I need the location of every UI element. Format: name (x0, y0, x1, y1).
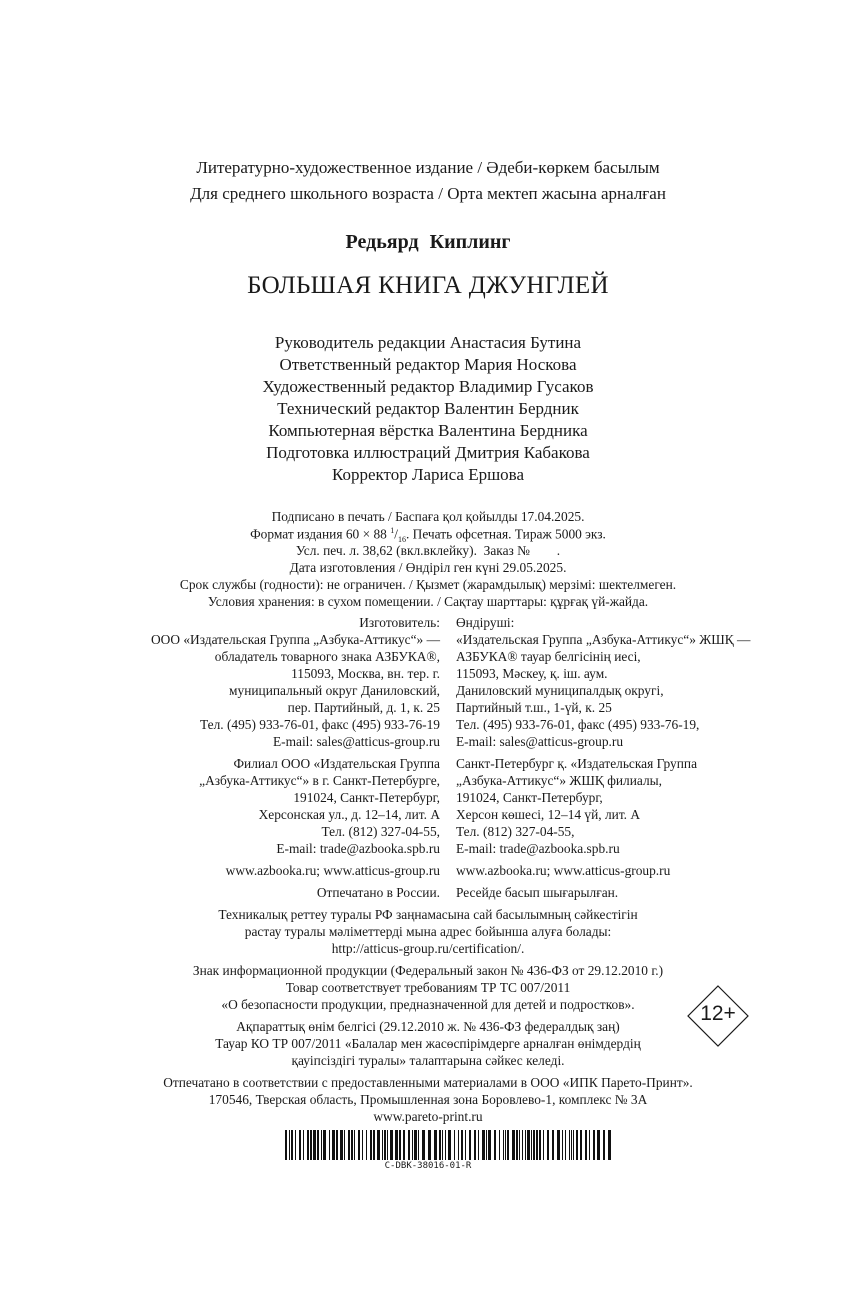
credit-line: Ответственный редактор Мария Носкова (279, 355, 577, 374)
manufacturer-ru-line: обладатель товарного знака АЗБУКА®, (214, 649, 440, 664)
age-rating-label: 12+ (700, 1002, 736, 1025)
printer-address: 170546, Тверская область, Промышленная зона Боровлево-1, комплекс № 3А (208, 1092, 648, 1107)
manufacturer-kz-email: E-mail: sales@atticus-group.ru (456, 734, 624, 749)
credit-line: Художественный редактор Владимир Гусаков (262, 377, 594, 396)
book-title: БОЛЬШАЯ КНИГА ДЖУНГЛЕЙ (247, 272, 609, 299)
branch-kz-line: Санкт-Петербург қ. «Издательская Группа (456, 756, 698, 771)
branch-ru-line: Тел. (812) 327-04-55, (321, 824, 440, 839)
certification-line: растау туралы мәлiметтердi мына адрес бойынша алуға болады: (244, 924, 612, 939)
website-ru: www.azbooka.ru; www.atticus-group.ru (225, 863, 440, 878)
manufacturer-kz-line: АЗБУКА® тауар белгiсiнiң иесi, (456, 649, 641, 664)
info-sign-line: Тауар КО ТР 007/2011 «Балалар мен жасөспiрiмдерге арналған өнiмдердiң (215, 1036, 641, 1051)
sheets-order-line: Усл. печ. л. 38,62 (вкл.вклейку). Заказ № . (295, 543, 561, 558)
barcode-code: C-DBK-38016-01-R (384, 1161, 472, 1171)
info-sign-line: қауiпсiздiгi туралы» талаптарына сәйкес келедi. (291, 1053, 565, 1068)
website-kz: www.azbooka.ru; www.atticus-group.ru (456, 863, 671, 878)
branch-kz-line: „Азбука-Аттикус“» ЖШҚ филиалы, (456, 773, 662, 788)
storage-conditions: Условия хранения: в сухом помещении. / Сақтау шарттары: құрғақ үй-жайда. (207, 594, 649, 609)
manufacturer-kz-line: 115093, Мәскеу, қ. iш. аум. (456, 666, 608, 681)
info-sign-line: «О безопасности продукции, предназначенной для детей и подростков». (221, 997, 635, 1012)
manufacturer-kz-line: Партийный т.ш., 1-үй, к. 25 (456, 700, 612, 715)
signed-to-print: Подписано в печать / Баспаға қол қойылды 17.04.2025. (271, 509, 585, 524)
credit-line: Руководитель редакции Анастасия Бутина (274, 333, 582, 352)
info-sign-line: Ақпараттық өнiм белгiсi (29.12.2010 ж. № 436-ФЗ федералдық заң) (236, 1019, 620, 1034)
manufacturer-kz-line: «Издательская Группа „Азбука-Аттикус“» ЖШҚ — (456, 632, 751, 647)
printed-in-ru: Отпечатано в России. (316, 885, 440, 900)
manufacturer-ru-line: Изготовитель: (359, 615, 440, 630)
service-life: Срок службы (годности): не ограничен. / Қызмет (жарамдылық) мерзiмi: шектелмеген. (179, 577, 677, 592)
manufacturer-kz-line: Тел. (495) 933-76-01, факс (495) 933-76-19, (456, 717, 700, 732)
credit-line: Корректор Лариса Ершова (331, 465, 525, 484)
manufacturer-kz-line: Даниловский муниципалдық округi, (456, 683, 664, 698)
printer-line: Отпечатано в соответствии с предоставленными материалами в ООО «ИПК Парето-Принт». (163, 1075, 693, 1090)
certification-line: Техникалық реттеу туралы РФ заңнамасына сай басылымның сәйкестiгiн (218, 907, 638, 922)
barcode-icon (285, 1130, 611, 1160)
branch-ru-line: „Азбука-Аттикус“» в г. Санкт-Петербурге, (199, 773, 440, 788)
certification-url: http://atticus-group.ru/certification/. (331, 941, 525, 956)
manufacturer-ru-email: E-mail: sales@atticus-group.ru (272, 734, 440, 749)
credit-line: Компьютерная вёрстка Валентина Бердника (268, 421, 588, 440)
branch-ru-line: 191024, Санкт-Петербург, (293, 790, 440, 805)
credit-line: Технический редактор Валентин Бердник (277, 399, 579, 418)
branch-ru-line: Филиал ООО «Издательская Группа (233, 756, 440, 771)
manufacturer-ru-line: пер. Партийный, д. 1, к. 25 (287, 700, 440, 715)
printed-in-kz: Ресейде басып шығарылған. (456, 885, 619, 900)
credit-line: Подготовка иллюстраций Дмитрия Кабакова (266, 443, 590, 462)
format-line: Формат издания 60 × 88 $^1/_{16}$. Печать офсетная. Тираж 5000 экз. (250, 526, 606, 545)
manufacturer-ru-line: 115093, Москва, вн. тер. г. (291, 666, 440, 681)
edition-type-line: Литературно-художественное издание / Әдеби-көркем басылым (196, 158, 660, 177)
branch-kz-line: 191024, Санкт-Петербург, (456, 790, 603, 805)
printer-website: www.pareto-print.ru (373, 1109, 483, 1124)
manufacturer-ru-line: Тел. (495) 933-76-01, факс (495) 933-76-19 (199, 717, 440, 732)
branch-kz-line: Тел. (812) 327-04-55, (456, 824, 575, 839)
branch-kz-email: E-mail: trade@azbooka.spb.ru (456, 841, 620, 856)
manufacture-date: Дата изготовления / Өндiрiл ген күнi 29.05.2025. (289, 560, 567, 575)
branch-ru-line: Херсонская ул., д. 12–14, лит. А (258, 807, 440, 822)
manufacturer-ru-line: муниципальный округ Даниловский, (229, 683, 440, 698)
branch-ru-email: E-mail: trade@azbooka.spb.ru (276, 841, 440, 856)
manufacturer-ru-line: ООО «Издательская Группа „Азбука-Аттикус“» — (150, 632, 440, 647)
info-sign-line: Товар соответствует требованиям ТР ТС 007/2011 (285, 980, 571, 995)
branch-kz-line: Херсон көшесi, 12–14 үй, лит. А (456, 807, 641, 822)
manufacturer-kz-line: Өндiрушi: (456, 615, 515, 630)
author-name: Редьярд Киплинг (345, 231, 511, 253)
info-sign-line: Знак информационной продукции (Федеральный закон № 436-ФЗ от 29.12.2010 г.) (192, 963, 664, 978)
age-group-line: Для среднего школьного возраста / Орта мектеп жасына арналған (190, 184, 666, 203)
